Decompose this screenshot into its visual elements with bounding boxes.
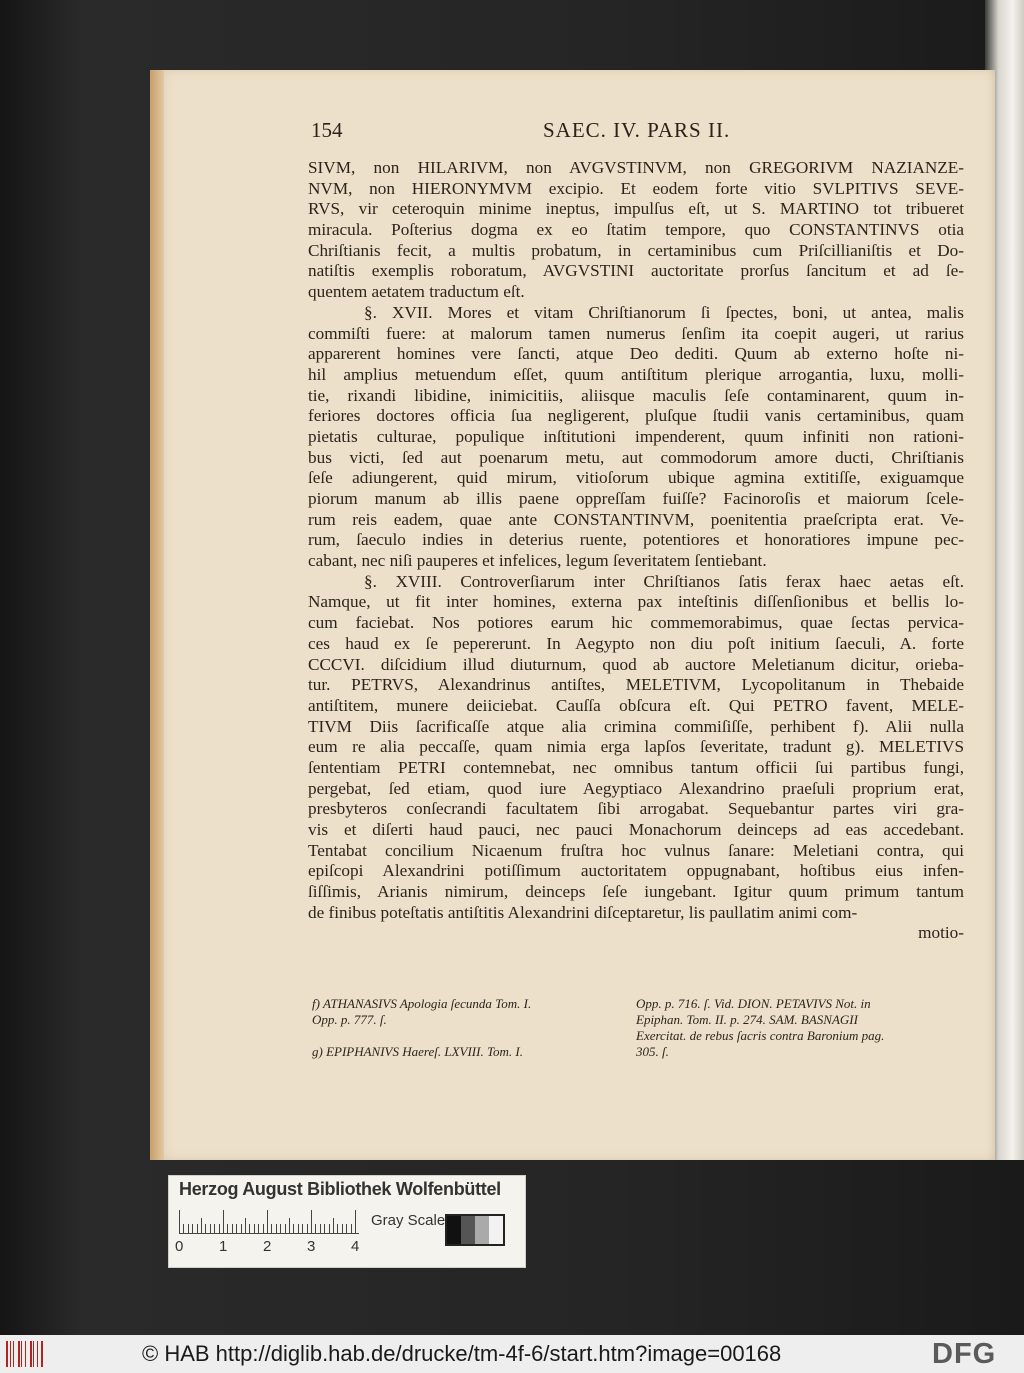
body-line: Namque, ut fit inter homines, externa pax inteſtinis diſſenſionibus et bellis lo- — [308, 592, 964, 612]
body-line: rum, ſaeculo indies in deterius ruente, potentiores et honoratiores impune pec- — [308, 530, 964, 550]
ruler-tick — [324, 1224, 325, 1234]
ruler-tick — [188, 1224, 189, 1234]
ruler-tick — [249, 1224, 250, 1234]
logo-bar — [10, 1341, 11, 1367]
ruler-tick — [210, 1224, 211, 1234]
scale-number: 3 — [307, 1238, 316, 1255]
ruler-tick — [289, 1218, 290, 1234]
body-line: ſententiam PETRI contemnebat, nec omnibus tantum officii ſui partibus fungi, — [308, 757, 964, 777]
library-name: Herzog August Bibliothek Wolfenbüttel — [179, 1179, 501, 1199]
scale-ruler — [179, 1210, 359, 1234]
footnote-line: f) ATHANASIVS Apologia ſecunda Tom. I. — [312, 996, 532, 1011]
ruler-tick — [201, 1218, 202, 1234]
gray-patch — [461, 1216, 475, 1244]
body-line: cabant, nec niſi pauperes et infelices, legum ſeveritatem ſentiebant. — [308, 551, 767, 571]
logo-bar — [18, 1341, 20, 1367]
scale-number: 1 — [219, 1238, 228, 1255]
logo-bar — [33, 1341, 34, 1367]
body-line: Chriſtianis fecit, a multis probatum, in certaminibus cum Priſcillianiſtis et Do- — [308, 240, 964, 260]
logo-bar — [6, 1341, 8, 1367]
body-line: NVM, non HIERONYMVM excipio. Et eodem forte vitio SVLPITIVS SEVE- — [308, 178, 964, 198]
ruler-tick — [267, 1210, 268, 1234]
ruler-tick — [236, 1224, 237, 1234]
body-line: de finibus poteſtatis antiſtitis Alexandrini diſceptaretur, lis paullatim animi com- — [308, 902, 858, 922]
body-line: vis et diſerti haud pauci, nec pauci Monachorum deinceps ad eas accedebant. — [308, 820, 964, 839]
gray-patch — [475, 1216, 489, 1244]
footnote-line: Opp. p. 716. ſ. Vid. DION. PETAVIVS Not. in — [636, 996, 871, 1011]
footnote-f-right — [636, 996, 960, 1060]
body-line: CCCVI. diſcidium illud diuturnum, quod ab auctore Meletianum dicitur, orieba- — [308, 654, 964, 674]
ruler-tick — [241, 1224, 242, 1234]
body-line: SIVM, non HILARIVM, non AVGVSTINVM, non GREGORIVM NAZIANZE- — [308, 158, 964, 177]
ruler-tick — [311, 1210, 312, 1234]
body-line: pergebat, ſed etiam, quod iure Aegyptiaco Alexandrino praeſuli proprium erat, — [308, 778, 964, 798]
body-line: quentem aetatem traductum eſt. — [308, 282, 525, 302]
scale-number: 0 — [175, 1238, 184, 1255]
ruler-tick — [307, 1224, 308, 1234]
ruler-tick — [219, 1224, 220, 1234]
body-line: pietatis culturae, populique inſtitutioni impenderent, quum infiniti non rationi- — [308, 426, 964, 446]
ruler-tick — [271, 1224, 272, 1234]
dfg-logo: DFG — [932, 1338, 997, 1370]
body-line: ſiſſimis, Arianis nimirum, deinceps ſeſe iungebant. Igitur quum primum tantum — [308, 882, 964, 902]
ruler-tick — [351, 1224, 352, 1234]
body-text — [308, 158, 964, 944]
body-line: bus victi, ſed aut poenarum metu, aut commodorum amore ducti, Chriſtianis — [308, 447, 964, 467]
ruler-tick — [320, 1224, 321, 1234]
body-line: ſeſe adiungerent, quid mirum, vitioſorum ubique agmina extitiſſe, exiguamque — [308, 468, 964, 488]
logo-bar — [41, 1341, 43, 1367]
ruler-tick — [302, 1224, 303, 1234]
body-line: ces haud ex ſe pepererunt. In Aegypto non diu poſt initium ſaeculi, A. forte — [308, 633, 964, 653]
ruler-tick — [293, 1224, 294, 1234]
footnote-line: Exercitat. de rebus ſacris contra Baronium pag. — [636, 1028, 885, 1043]
footnote-line: Opp. p. 777. ſ. — [312, 1012, 387, 1027]
body-line: tur. PETRVS, Alexandrinus antiſtes, MELETIVM, Lycopolitanum in Thebaide — [308, 675, 964, 695]
body-line: TIVM Diis ſacrificaſſe atque alia crimina commiſiſſe, perhibent f). Alii nulla — [308, 716, 964, 736]
ruler-tick — [280, 1224, 281, 1234]
ruler-tick — [232, 1224, 233, 1234]
ruler-tick — [285, 1224, 286, 1234]
footnote-g — [312, 1044, 632, 1060]
gray-scale-label: Gray Scale — [371, 1212, 446, 1229]
ruler-tick — [263, 1224, 264, 1234]
body-line: eum re alia peccaſſe, quam nimia erga lapſos ſeveritate, tradunt g). MELETIVS — [308, 737, 964, 757]
footnote-f-left — [312, 996, 632, 1028]
body-line: feriores doctores officia ſua negligerent, pluſque ſtudii vanis certaminibus, quam — [308, 406, 964, 426]
logo-bar — [13, 1341, 14, 1367]
ruler-tick — [179, 1210, 180, 1234]
ruler-tick — [329, 1224, 330, 1234]
body-line: Tentabat concilium Nicaenum fruſtra hoc vulnus ſanare: Meletiani contra, qui — [308, 840, 964, 860]
body-line: presbyteros conſecrandi facultatem ſibi arrogabat. Sequebantur partes viri gra- — [308, 799, 964, 819]
running-head — [0, 118, 1024, 152]
body-line: apparerent homines vere ſancti, atque Deo dediti. Quum ab externo hoſte ni- — [308, 344, 964, 364]
logo-bar — [25, 1341, 26, 1367]
footnote-line: Epiphan. Tom. II. p. 274. SAM. BASNAGII — [636, 1012, 858, 1027]
body-line: miracula. Poſterius dogma ex eo ſtatim tempore, quo CONSTANTINVS otia — [308, 220, 964, 240]
body-line: motio- — [918, 923, 964, 943]
scale-number: 4 — [351, 1238, 360, 1255]
viewer-footer — [0, 1335, 1024, 1373]
body-line: natiſtis exemplis roboratum, AVGVSTINI auctoritate prorſus ſancitum et ad ſe- — [308, 261, 964, 281]
body-line: cum faciebat. Nos potiores earum hic commemorabimus, quae ſectas pervica- — [308, 613, 964, 633]
body-line: tie, rixandi libidine, inimicitiis, aliisque maculis ſeſe contaminarent, quum in- — [308, 385, 964, 405]
ruler-tick — [258, 1224, 259, 1234]
body-line: RVS, vir ceteroquin minime ineptus, impulſus eſt, ut S. MARTINO tot tribueret — [308, 199, 964, 219]
ruler-tick — [227, 1224, 228, 1234]
logo-bar — [21, 1341, 22, 1367]
body-line: rum reis eadem, quae ante CONSTANTINVM, poenitentia praeſcripta erat. Ve- — [308, 509, 964, 529]
footnote-line: g) EPIPHANIVS Haereſ. LXVIII. Tom. I. — [312, 1044, 523, 1059]
ruler-tick — [315, 1224, 316, 1234]
ruler-tick — [254, 1224, 255, 1234]
ruler-tick — [355, 1210, 356, 1234]
footnote-line: 305. ſ. — [636, 1044, 669, 1059]
body-line: piorum manum ab illis paene oppreſſam fuiſſe? Facinoroſis et maiorum ſcele- — [308, 489, 964, 508]
page-number: 154 — [311, 118, 343, 142]
gray-patch — [447, 1216, 461, 1244]
ruler-tick — [197, 1224, 198, 1234]
body-line: commiſti fuere: at malorum tamen numerus ſenſim ita coepit augeri, ut rarius — [308, 323, 964, 343]
body-line: §. XVIII. Controverſiarum inter Chriſtianos ſatis ferax haec aetas eſt. — [364, 571, 964, 591]
logo-bar — [30, 1341, 32, 1367]
ruler-tick — [245, 1218, 246, 1234]
ruler-tick — [192, 1224, 193, 1234]
body-line: epiſcopi Alexandrini potiſſimum auctoritatem oppugnabant, hoſtibus eius infen- — [308, 861, 964, 881]
body-line: hil amplius metuendum eſſet, quum antiſtitum plerique arrogantia, luxu, molli- — [308, 364, 964, 384]
ruler-tick — [223, 1210, 224, 1234]
ruler-tick — [298, 1224, 299, 1234]
body-line: antiſtitem, munere deiiciebat. Cauſſa obſcura eſt. Qui PETRO favent, MELE- — [308, 695, 964, 715]
scale-number: 2 — [263, 1238, 272, 1255]
gray-patch — [489, 1216, 503, 1244]
gray-scale-swatch — [445, 1214, 505, 1246]
ruler-tick — [337, 1224, 338, 1234]
color-calibration-card — [168, 1175, 526, 1268]
page-edge — [150, 70, 164, 1160]
ruler-tick — [333, 1218, 334, 1234]
ruler-tick — [342, 1224, 343, 1234]
logo-bar — [37, 1341, 38, 1367]
copyright-link[interactable]: © HAB http://diglib.hab.de/drucke/tm-4f-6/start.htm?image=00168 — [142, 1341, 782, 1366]
ruler-tick — [214, 1224, 215, 1234]
ruler-tick — [346, 1224, 347, 1234]
hab-logo-icon — [6, 1341, 44, 1367]
ruler-tick — [205, 1224, 206, 1234]
ruler-tick — [276, 1224, 277, 1234]
ruler-tick — [183, 1224, 184, 1234]
running-title: SAEC. IV. PARS II. — [543, 118, 731, 142]
body-line: §. XVII. Mores et vitam Chriſtianorum ſi ſpectes, boni, ut antea, malis — [364, 302, 964, 322]
